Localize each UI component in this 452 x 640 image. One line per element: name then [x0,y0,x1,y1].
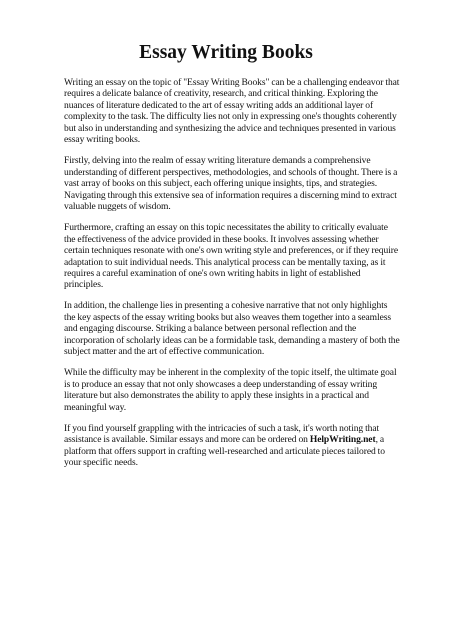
helpwriting-link[interactable]: HelpWriting.net [309,434,376,446]
paragraph-conclusion: While the difficulty may be inherent in the complexity of the topic itself, the ultimate goal is to produce an essay that not only showcases a deep understanding of essay writing literature but also demonstrates the ability to apply these insights in a practical and meaningful way. [64,367,397,413]
closing-text-after: , a platform that offers support in crafting well-researched and articulate pieces tailored to your specific needs. [64,434,385,469]
paragraph-intro: Writing an essay on the topic of "Essay Writing Books" can be a challenging endeavor that requires a delicate balance of creativity, research, and critical thinking. Exploring the nuances of literature dedicated to the art of essay writing adds an additional layer of complexity to the task. The difficulty lies not only in expressing one's thoughts coherently but also in understanding and synthesizing the advice and techniques presented in various essay writing books. [64,77,400,146]
paragraph-furthermore: Furthermore, crafting an essay on this topic necessitates the ability to critically evaluate the effectiveness of the advice provided in these books. It involves assessing whether certain techniques resonate with one's own writing style and preferences, or if they require adaptation to suit individual needs. This analytical process can be mentally taxing, as it requires a careful examination of one's own writing habits in light of established principles. [64,222,399,291]
closing-text-before: If you find yourself grappling with the intricacies of such a task, it's worth noting that assistance is available. Similar essays and more can be ordered on [64,422,380,446]
document-body [64,77,400,469]
paragraph-firstly: Firstly, delving into the realm of essay writing literature demands a comprehensive understanding of different perspectives, methodologies, and schools of thought. There is a vast array of books on this subject, each offering unique insights, tips, and strategies. Navigating through this extensive sea of information requires a discerning mind to extract valuable nuggets of wisdom. [64,155,398,213]
paragraph-closing [64,423,400,469]
page-title: Essay Writing Books [139,42,313,63]
paragraph-in-addition: In addition, the challenge lies in presenting a cohesive narrative that not only highlights the key aspects of the essay writing books but also weaves them together into a seamless and engaging discourse. Striking a balance between personal reflection and the incorporation of scholarly ideas can be a formidable task, demanding a mastery of both the subject matter and the art of effective communication. [64,300,400,358]
